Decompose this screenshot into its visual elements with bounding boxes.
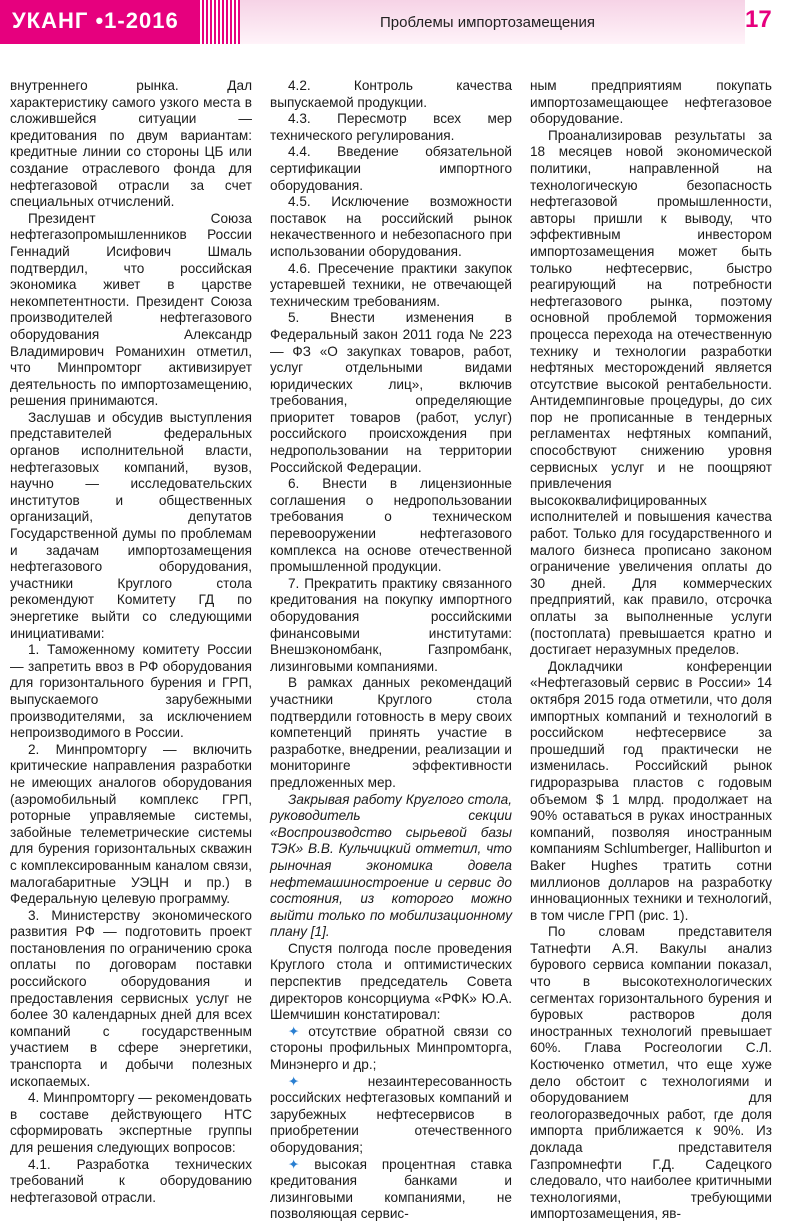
paragraph: Проанализировав результаты за 18 месяцев новой экономической политики, направленной на технологическую безопасность нефтегазовой промышленности, авторы пришли к выводу, что эффективным инвестором импортозамещения может быть только нефтесервис, быстро реагирующий на потребности нефтегазового рынка, поэтому основной проблемой торможения процесса перехода на отечественную технику и технологии разработки нефтяных месторождений является отсутствие высокой рентабельности. Антидемпинговые процедуры, до сих пор не прописанные в тендерных регламентах нефтяных компаний, способствуют снижению уровня сервисных услуг и не поощряют привлечения высококвалифицированных исполнителей и повышения качества работ. Только для государственного и малого бизнеса прописано законом ограничение увеличения оплаты до 30 дней. Для коммерческих предприятий, как правило, отсрочка оплаты за выполненные услуги (постоплата) превышается кратно и достигает неразумных пределов.	[530, 127, 772, 658]
paragraph: 2. Минпромторгу — включить критические направления разработки не имеющих аналогов оборудования (аэромобильный комплекс ГРП, роторные управляемые системы, забойные телеметрические системы для бурения горизонтальных скважин с комплексированным каналом связи, малогабаритные УЭЦН и пр.) в Федеральную целевую программу.	[10, 741, 252, 907]
bullet-item	[270, 1157, 512, 1223]
paragraph: 6. Внести в лицензионные соглашения о недропользовании требования о техническом перевооружении нефтегазового комплекса на основе отечественной промышленной продукции.	[270, 476, 512, 575]
diamond-bullet-icon: ✦	[288, 1023, 300, 1039]
text-column-1	[10, 78, 252, 1205]
bullet-text: отсутствие обратной связи со стороны профильных Минпромторга, Минэнерго и др.;	[270, 1023, 512, 1073]
paragraph: 4.1. Разработка технических требований к оборудованию нефтегазовой отрасли.	[10, 1156, 252, 1205]
text-column-3	[530, 78, 772, 1222]
paragraph: 3. Министерству экономического развития РФ — подготовить проект постановления по ограничению срока оплаты по договорам поставки российского оборудования и предоставления сервисных услуг не более 30 календарных дней для всех компаний с государственным участием в сфере энергетики, транспорта и добычи полезных ископаемых.	[10, 907, 252, 1089]
italic-paragraph: Закрывая работу Круглого стола, руководитель секции «Воспроизводство сырьевой базы ТЭК» В.В. Кульчицкий отметил, что рыночная экономика довела нефтемашиностроение и сервис до состояния, из которого можно выйти только по мобилизационному плану [1].	[270, 791, 512, 940]
paragraph: 4.5. Исключение возможности поставок на российский рынок некачественного и небезопасного при использовании оборудования.	[270, 194, 512, 259]
page-header	[0, 0, 785, 44]
paragraph: 4.3. Пересмотр всех мер технического регулирования.	[270, 111, 512, 143]
header-brand-band	[0, 0, 198, 44]
page-number: 17	[745, 6, 772, 33]
section-title: Проблемы импортозамещения	[380, 14, 595, 31]
bullet-text: высокая процентная ставка кредитования банками и лизинговыми компаниями, не позволяющая сервис-	[270, 1156, 512, 1222]
paragraph: Заслушав и обсудив выступления представителей федеральных органов исполнительной власти, нефтегазовых компаний, вузов, научно — исследовательских институтов и общественных организаций, депутатов Государственной думы по проблемам и задачам импортозамещения нефтегазового оборудования, участники Круглого стола рекомендуют Комитету ГД по энергетике выйти со следующими инициативами:	[10, 409, 252, 641]
paragraph: Президент Союза нефтегазопромышленников России Геннадий Исифович Шмаль подтвердил, что российская экономика живет в царстве некомпетентности. Президент Союза производителей нефтегазового оборудования Александр Владимирович Романихин отметил, что Минпромторг активизирует деятельность по импортозамещению, решения принимаются.	[10, 210, 252, 409]
diamond-bullet-icon: ✦	[288, 1073, 300, 1089]
bullet-item	[270, 1024, 512, 1074]
paragraph: ным предприятиям покупать импортозамещающее нефтегазовое оборудование.	[530, 78, 772, 127]
paragraph: В рамках данных рекомендаций участники Круглого стола подтвердили готовность в меру своих компетенций принять участие в разработке, внедрении, реализации и мониторинге эффективности предложенных мер.	[270, 675, 512, 790]
paragraph: внутреннего рынка. Дал характеристику самого узкого места в сложившейся ситуации — кредитования по двум вариантам: кредитные линии со стороны ЦБ или создание отраслевого фонда для нефтегазовой отрасли за счет специальных отчислений.	[10, 78, 252, 210]
paragraph: Спустя полгода после проведения Круглого стола и оптимистических перспектив председатель Совета директоров консорциума «РФК» Ю.А. Шемчишин констатировал:	[270, 940, 512, 1023]
journal-brand: УКАНГ •1-2016	[12, 8, 179, 33]
header-stripes	[198, 0, 240, 44]
paragraph: 4.4. Введение обязательной сертификации импортного оборудования.	[270, 144, 512, 193]
text-column-2	[270, 78, 512, 1222]
paragraph: 4.2. Контроль качества выпускаемой продукции.	[270, 78, 512, 110]
paragraph: 7. Прекратить практику связанного кредитования на покупку импортного оборудования российскими финансовыми институтами: Внешэкономбанк, Газпромбанк, лизинговыми компаниями.	[270, 575, 512, 674]
paragraph: По словам представителя Татнефти А.Я. Вакулы анализ бурового сервиса компании показал, что в высокотехнологических сегментах горизонтального бурения и буровых растворов доля иностранных технологий превышает 60%. Глава Росгеологии С.Л. Костюченко отметил, что еще хуже дело обстоит с технологиями и оборудованием для геологоразведочных работ, где доля импорта приближается к 90%. Из доклада представителя Газпромнефти Г.Д. Садецкого следовало, что наиболее критичными технологиями, требующими импортозамещения, яв-	[530, 924, 772, 1222]
paragraph: 1. Таможенному комитету России — запретить ввоз в РФ оборудования для горизонтального бурения и ГРП, выпускаемого зарубежными производителями, за исключением непроизводимого в России.	[10, 642, 252, 741]
paragraph: 5. Внести изменения в Федеральный закон 2011 года № 223 — ФЗ «О закупках товаров, работ, услуг отдельными видами юридических лиц», включив требования, определяющие приоритет товаров (работ, услуг) российского происхождения при недропользовании на территории Российской Федерации.	[270, 310, 512, 475]
diamond-bullet-icon: ✦	[288, 1156, 300, 1172]
paragraph: Докладчики конференции «Нефтегазовый сервис в России» 14 октября 2015 года отметили, что доля импортных компаний и технологий в российском нефтесервисе за прошедший год практически не изменилась. Российский рынок гидроразрыва пластов с годовым объемом $ 1 млрд. продолжает на 90% оставаться в руках иностранных компаний, позволяя иностранным компаниям Schlumberger, Halliburton и Baker Hughes тратить сотни миллионов долларов на разработку инновационных техники и технологий, в том числе ГРП (рис. 1).	[530, 658, 772, 923]
bullet-text: незаинтересованность российских нефтегазовых компаний и зарубежных нефтесервисов в приобретении отечественного оборудования;	[270, 1073, 512, 1155]
bullet-item	[270, 1074, 512, 1157]
paragraph: 4. Минпромторгу — рекомендовать в составе действующего НТС сформировать экспертные группы для решения следующих вопросов:	[10, 1090, 252, 1155]
paragraph: 4.6. Пресечение практики закупок устаревшей техники, не отвечающей техническим требованиям.	[270, 260, 512, 309]
